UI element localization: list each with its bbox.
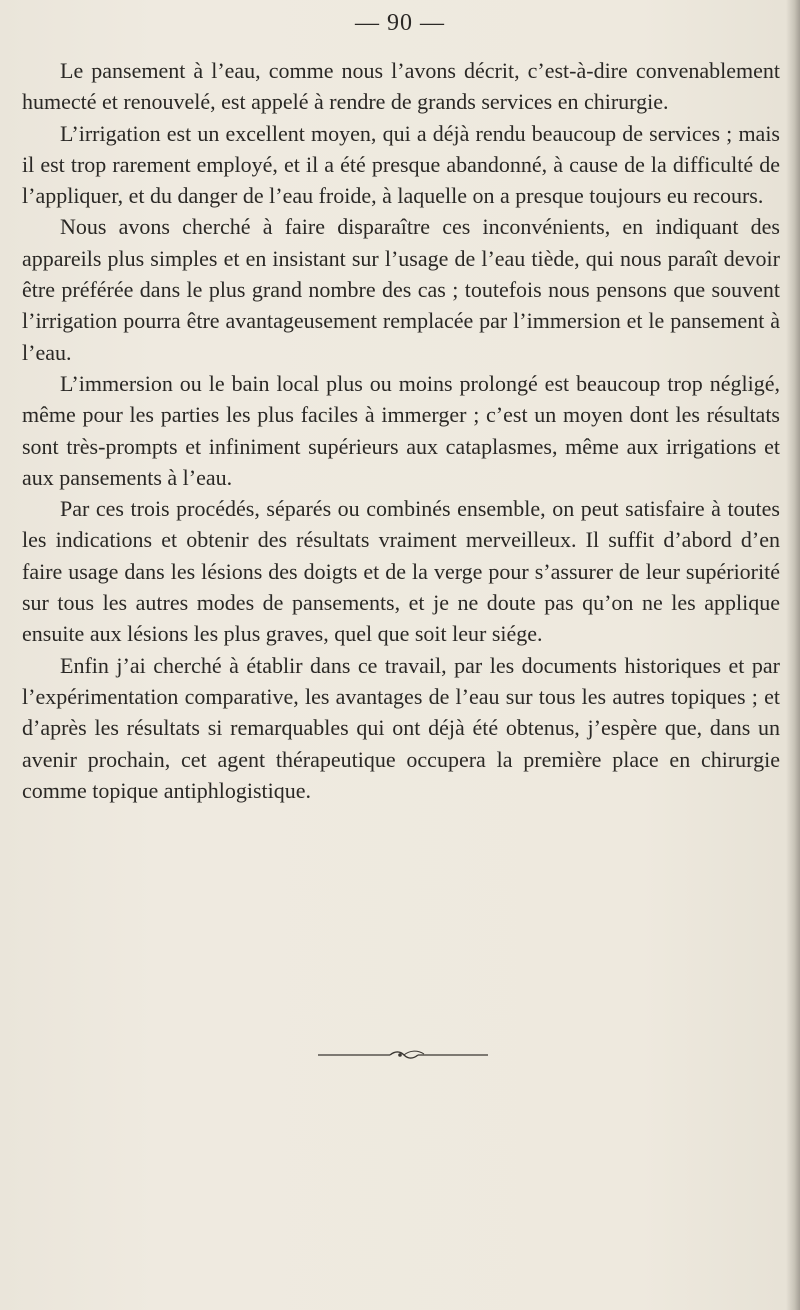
paragraph-pansement: Le pansement à l’eau, comme nous l’avons décrit, c’est-à-dire convenablement humecté et renouvelé, est appelé à rendre de grands services en chirurgie. xyxy=(22,58,780,115)
page-number: — 90 — xyxy=(355,10,445,36)
page-edge-shadow xyxy=(786,0,800,1310)
paragraph-procedes: Par ces trois procédés, séparés ou combinés ensemble, on peut satisfaire à toutes les indications et obtenir des résultats vraiment merveilleux. Il suffit d’abord d’en faire usage dans les lésions des doigts et de la verge pour s’assurer de leur supériorité sur tous les autres modes de pansements, et je ne doute pas qu’on ne les applique ensuite aux lésions les plus graves, quel que soit leur siége. xyxy=(22,496,780,647)
end-ornament-icon xyxy=(0,1045,800,1065)
paragraph-inconvenients: Nous avons cherché à faire disparaître ces inconvénients, en indiquant des appareils plus simples et en insistant sur l’usage de l’eau tiède, qui nous paraît devoir être préférée dans le plus grand nombre des cas ; toutefois nous pensons que souvent l’irrigation pourra être avantageusement remplacée par l’immersion et le pansement à l’eau. xyxy=(22,214,780,365)
body-text xyxy=(22,55,780,806)
paragraph-irrigation: L’irrigation est un excellent moyen, qui a déjà rendu beaucoup de services ; mais il est trop rarement employé, et il a été presque abandonné, à cause de la difficulté de l’appliquer, et du danger de l’eau froide, à laquelle on a presque toujours eu recours. xyxy=(22,120,780,209)
paragraph-immersion: L’immersion ou le bain local plus ou moins prolongé est beaucoup trop négligé, même pour les parties les plus faciles à immerger ; c’est un moyen dont les résultats sont très-prompts et infiniment supérieurs aux cataplasmes, même aux irrigations et aux pansements à l’eau. xyxy=(22,370,780,490)
paragraph-conclusion: Enfin j’ai cherché à établir dans ce travail, par les documents historiques et par l’expérimentation comparative, les avantages de l’eau sur tous les autres topiques ; et d’après les résultats si remarquables qui ont déjà été obtenus, j’espère que, dans un avenir prochain, cet agent thérapeutique occupera la première place en chirurgie comme topique antiphlogistique. xyxy=(22,652,780,803)
